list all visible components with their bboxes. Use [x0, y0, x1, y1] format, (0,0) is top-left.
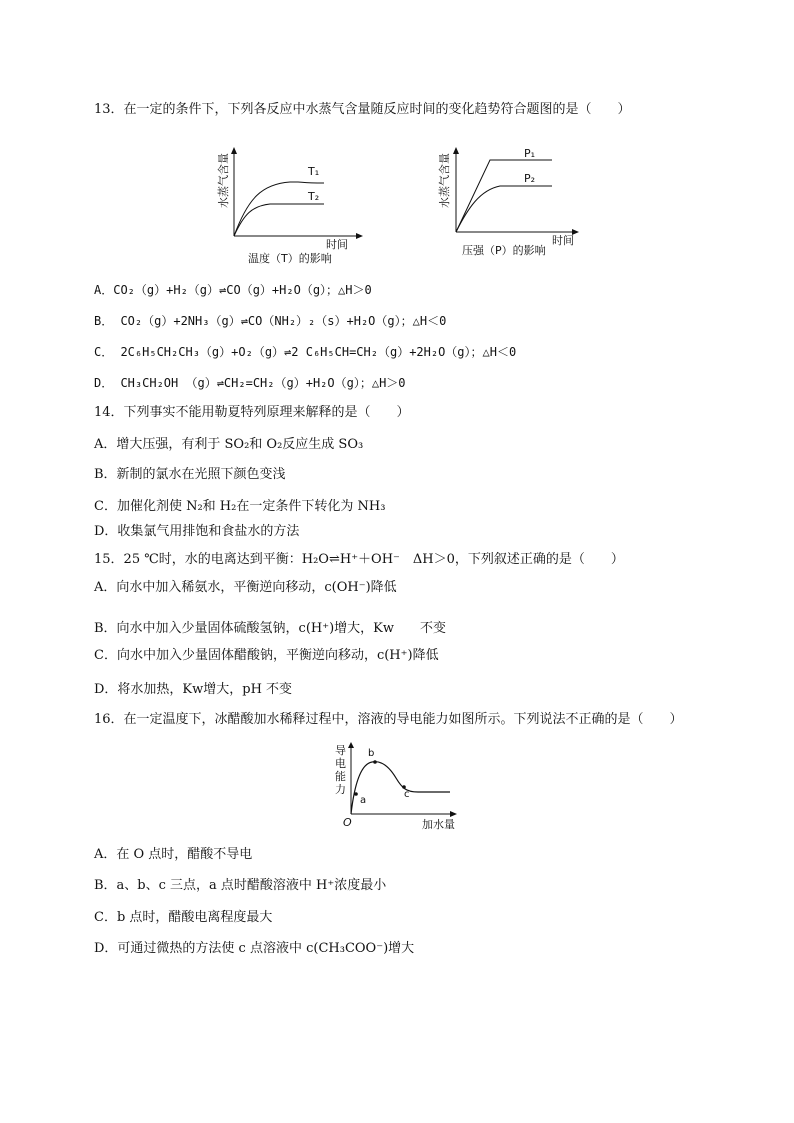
q16-origin: O: [343, 816, 352, 829]
q13-stem: 13．在一定的条件下，下列各反应中水蒸气含量随反应时间的变化趋势符合题图的是（ ）: [94, 102, 631, 117]
q15-stem: 15．25 ℃时，水的电离达到平衡：H₂O⇌H⁺＋OH⁻ ΔH＞0，下列叙述正确的是（ ）: [94, 552, 624, 567]
q13-option-d: D． CH₃CH₂OH （g）⇌CH₂=CH₂（g）+H₂O（g）；△H＞0: [94, 376, 406, 390]
q14-stem: 14．下列事实不能用勒夏特列原理来解释的是（ ）: [94, 405, 410, 420]
q14-option-d: D．收集氯气用排饱和食盐水的方法: [94, 524, 300, 539]
q13-option-b: B． CO₂（g）+2NH₃（g）⇌CO（NH₂）₂（s）+H₂O（g）；△H＜0: [94, 314, 447, 328]
q16-stem: 16．在一定温度下，冰醋酸加水稀释过程中，溶液的导电能力如图所示。下列说法不正确的是（ ）: [94, 712, 683, 727]
q15-option-a: A．向水中加入稀氨水，平衡逆向移动，c(OH⁻)降低: [94, 580, 397, 595]
q13-graph-temperature: [210, 146, 370, 272]
q16-option-c: C．b 点时，醋酸电离程度最大: [94, 910, 273, 925]
q15-option-c: C．向水中加入少量固体醋酸钠，平衡逆向移动，c(H⁺)降低: [94, 648, 439, 663]
q13-option-c: C． 2C₆H₅CH₂CH₃（g）+O₂（g）⇌2 C₆H₅CH=CH₂（g）+2H₂O（g）；△H＜0: [94, 345, 517, 359]
q16-ylabel-2: 电: [335, 757, 346, 770]
q13-option-a: A．CO₂（g）+H₂（g）⇌CO（g）+H₂O（g）；△H＞0: [94, 283, 372, 297]
q13-graph1-caption: 温度（T）的影响: [248, 252, 332, 265]
q16-ylabel-4: 力: [335, 783, 346, 796]
q16-option-b: B．a、b、c 三点，a 点时醋酸溶液中 H⁺浓度最小: [94, 878, 387, 893]
q13-graph2-curve-p2: P₂: [524, 172, 536, 185]
q13-graph1-xlabel: 时间: [326, 238, 348, 251]
q16-ylabel-1: 导: [335, 744, 346, 757]
q13-graph1-curve-t1: T₁: [308, 165, 320, 178]
q14-option-a: A．增大压强，有利于 SO₂和 O₂反应生成 SO₃: [94, 437, 364, 452]
q13-graph-pressure: [434, 146, 594, 272]
q16-xlabel: 加水量: [422, 818, 455, 831]
q13-graph2-xlabel: 时间: [552, 234, 574, 247]
q16-point-c: c: [404, 789, 410, 800]
q13-graph2-curve-p1: P₁: [524, 147, 536, 160]
q16-conductivity-graph: [332, 742, 462, 838]
q16-point-b: b: [368, 748, 375, 759]
q13-graph1-curve-t2: T₂: [308, 190, 320, 203]
q14-option-b: B．新制的氯水在光照下颜色变浅: [94, 467, 286, 482]
q13-graph2-caption: 压强（P）的影响: [462, 244, 546, 257]
q13-graph2-ylabel: 水蒸气含量: [438, 153, 451, 208]
q15-option-d: D．将水加热，Kw增大，pH 不变: [94, 682, 293, 697]
q16-ylabel-3: 能: [335, 770, 346, 783]
q13-graph1-ylabel: 水蒸气含量: [217, 153, 230, 208]
q16-option-d: D．可通过微热的方法使 c 点溶液中 c(CH₃COO⁻)增大: [94, 941, 415, 956]
q16-option-a: A．在 O 点时，醋酸不导电: [94, 847, 253, 862]
q15-option-b: B．向水中加入少量固体硫酸氢钠，c(H⁺)增大，Kw 不变: [94, 621, 447, 636]
q14-option-c: C．加催化剂使 N₂和 H₂在一定条件下转化为 NH₃: [94, 499, 386, 514]
q16-point-a: a: [360, 795, 367, 806]
